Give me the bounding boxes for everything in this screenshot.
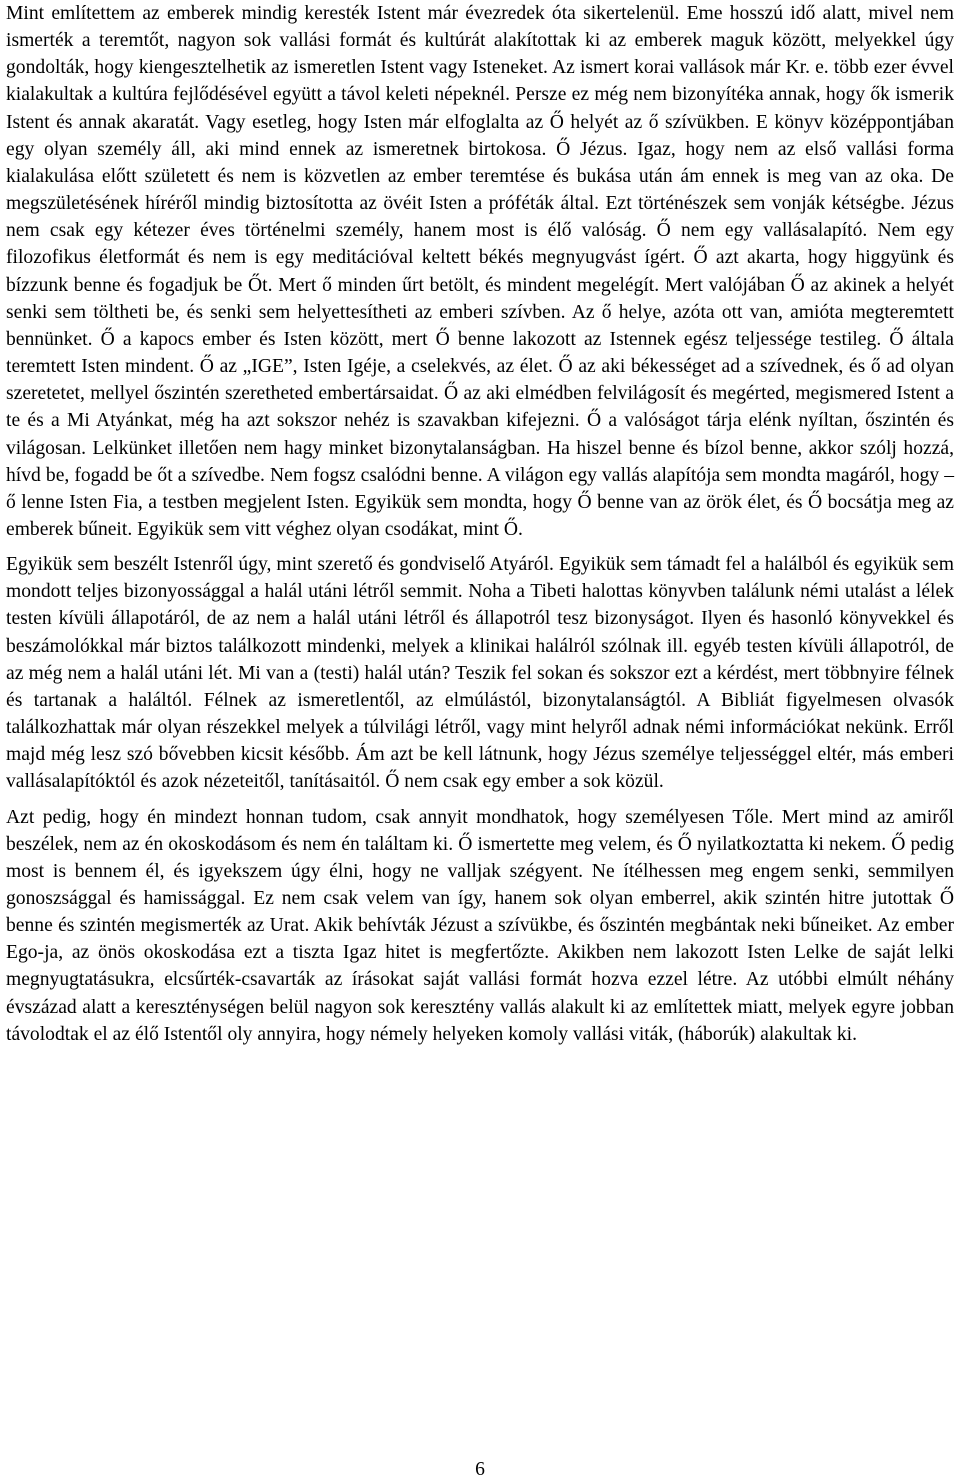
- paragraph-2: Egyikük sem beszélt Istenről úgy, mint szerető és gondviselő Atyáról. Egyikük sem támadt fel a halálból és egyikük sem mondott teljes bizonyossággal a halál utáni létről semmit. Noha a Tibeti halottas könyvben találunk némi utalást a lélek testen kívüli állapotáról, de az nem a halál utáni létről és állapotról tesz bizonyságot. Ilyen és hasonló könyvekkel és beszámolókkal már biztos találkozott mindenki, melyek a klinikai halálról szólnak ill. egyéb testen kívüli állapotról, de az még nem a halál utáni lét. Mi van a (testi) halál után? Teszik fel sokan és sokszor ezt a kérdést, mert többnyire félnek és tartanak a haláltól. Félnek az ismeretlentől, az elmúlástól, bizonytalanságtól. A Bibliát figyelmesen olvasók találkozhattak már olyan részekkel melyek a túlvilági létről, vagy mint helyről adnak némi információkat nekünk. Erről majd még lesz szó bővebben kicsit később. Ám azt be kell látnunk, hogy Jézus személye teljességgel eltér, más emberi vallásalapítóktól és azok nézeteitől, tanításaitól. Ő nem csak egy ember a sok közül.: [6, 554, 954, 793]
- paragraph-1: Mint említettem az emberek mindig keresték Istent már évezredek óta sikertelenül. Eme hosszú idő alatt, mivel nem ismerték a teremtőt, nagyon sok vallási formát és kultúrát alakítottak ki az emberek maguk között, melyekkel úgy gondolták, hogy kiengesztelhetik az ismeretlen Istent vagy Isteneket. Az ismert korai vallások már Kr. e. több ezer évvel kialakultak a kultúra fejlődésével együtt a távol keleti népeknél. Persze ez még nem bizonyítéka annak, hogy ők ismerik Istent és annak akaratát. Vagy esetleg, hogy Isten már elfoglalta az Ő helyét az ő szívükben. E könyv középpontjában egy olyan személy áll, aki mind ennek az ismeretnek birtokosa. Ő Jézus. Igaz, hogy nem az első vallási forma kialakulása előtt született és nem is közvetlen az ember teremtése és bukása után ám ennek is meg van az oka. De megszületésének híréről mindig biztosította az övéit Isten a próféták által. Ezt történészek sem vonják kétségbe. Jézus nem csak egy kétezer éves történelmi személy, hanem most is élő valóság. Ő nem egy vallásalapító. Nem egy filozofikus életformát és nem is egy meditációval keltett békés megnyugvást ígért. Ő azt akarta, hogy higgyünk és bízzunk benne és fogadjuk be Őt. Mert ő minden űrt betölt, és mindent megelégít. Mert valójában Ő az akinek a helyét senki sem töltheti be, és senki sem helyettesítheti az emberi szívben. Az ő helye, azóta ott van, amióta megteremtett bennünket. Ő a kapocs ember és Isten között, mert Ő benne lakozott az Istennek egész teljessége testileg. Ő általa teremtett Isten mindent. Ő az „IGE”, Isten Igéje, a cselekvés, az élet. Ő az aki békességet ad a szívednek, és ő ad olyan szeretetet, mellyel őszintén szeretheted embertársaidat. Ő az aki elmédben felvilágosít és megérted, megismered Istent a te és a Mi Atyánkat, még ha azt sokszor nehéz is szavakban kifejezni. Ő a valóságot tárja elénk nyíltan, őszintén és világosan. Lelkünket illetően nem hagy minket bizonytalanságban. Ha hiszel benne és bízol benne, akkor szólj hozzá, hívd be, fogadd be őt a szívedbe. Nem fogsz csalódni benne. A világon egy vallás alapítója sem mondta magáról, hogy – ő lenne Isten Fia, a testben megjelent Isten. Egyikük sem mondta, hogy Ő benne van az örök élet, és Ő bocsátja meg az emberek bűneit. Egyikük sem vitt véghez olyan csodákat, mint Ő.: [6, 3, 954, 540]
- paragraph-3: Azt pedig, hogy én mindezt honnan tudom, csak annyit mondhatok, hogy személyesen Tőle. Mert mind az amiről beszélek, nem az én okoskodásom és nem én találtam ki. Ő ismertette meg velem, és Ő nyilatkoztatta ki nekem. Ő pedig most is bennem él, és igyekszem úgy élni, hogy ne valljak szégyent. Ne ítélhessen meg engem senki, semmilyen gonoszsággal és hamissággal. Ez nem csak velem van így, hanem sok olyan emberrel, akik szintén hitre jutottak Ő benne és szintén megismerték az Urat. Akik behívták Jézust a szívükbe, és őszintén megbántak neki bűneiket. Az ember Ego-ja, az önös okoskodása ezt a tiszta Igaz hitet is megfertőzte. Akikben nem lakozott Isten Lelke de saját lelki megnyugtatásukra, elcsűrték-csavarták az írásokat saját vallási formát hozva ezzel létre. Az utóbbi elmúlt néhány évszázad alatt a kereszténységen belül nagyon sok keresztény vallás alakult ki az említettek miatt, melyek egyre jobban távolodtak el az élő Istentől oly annyira, hogy némely helyeken komoly vallási viták, (háborúk) alakultak ki.: [6, 806, 954, 1045]
- document-page: [6, 0, 954, 1048]
- page-number: 6: [475, 1459, 485, 1480]
